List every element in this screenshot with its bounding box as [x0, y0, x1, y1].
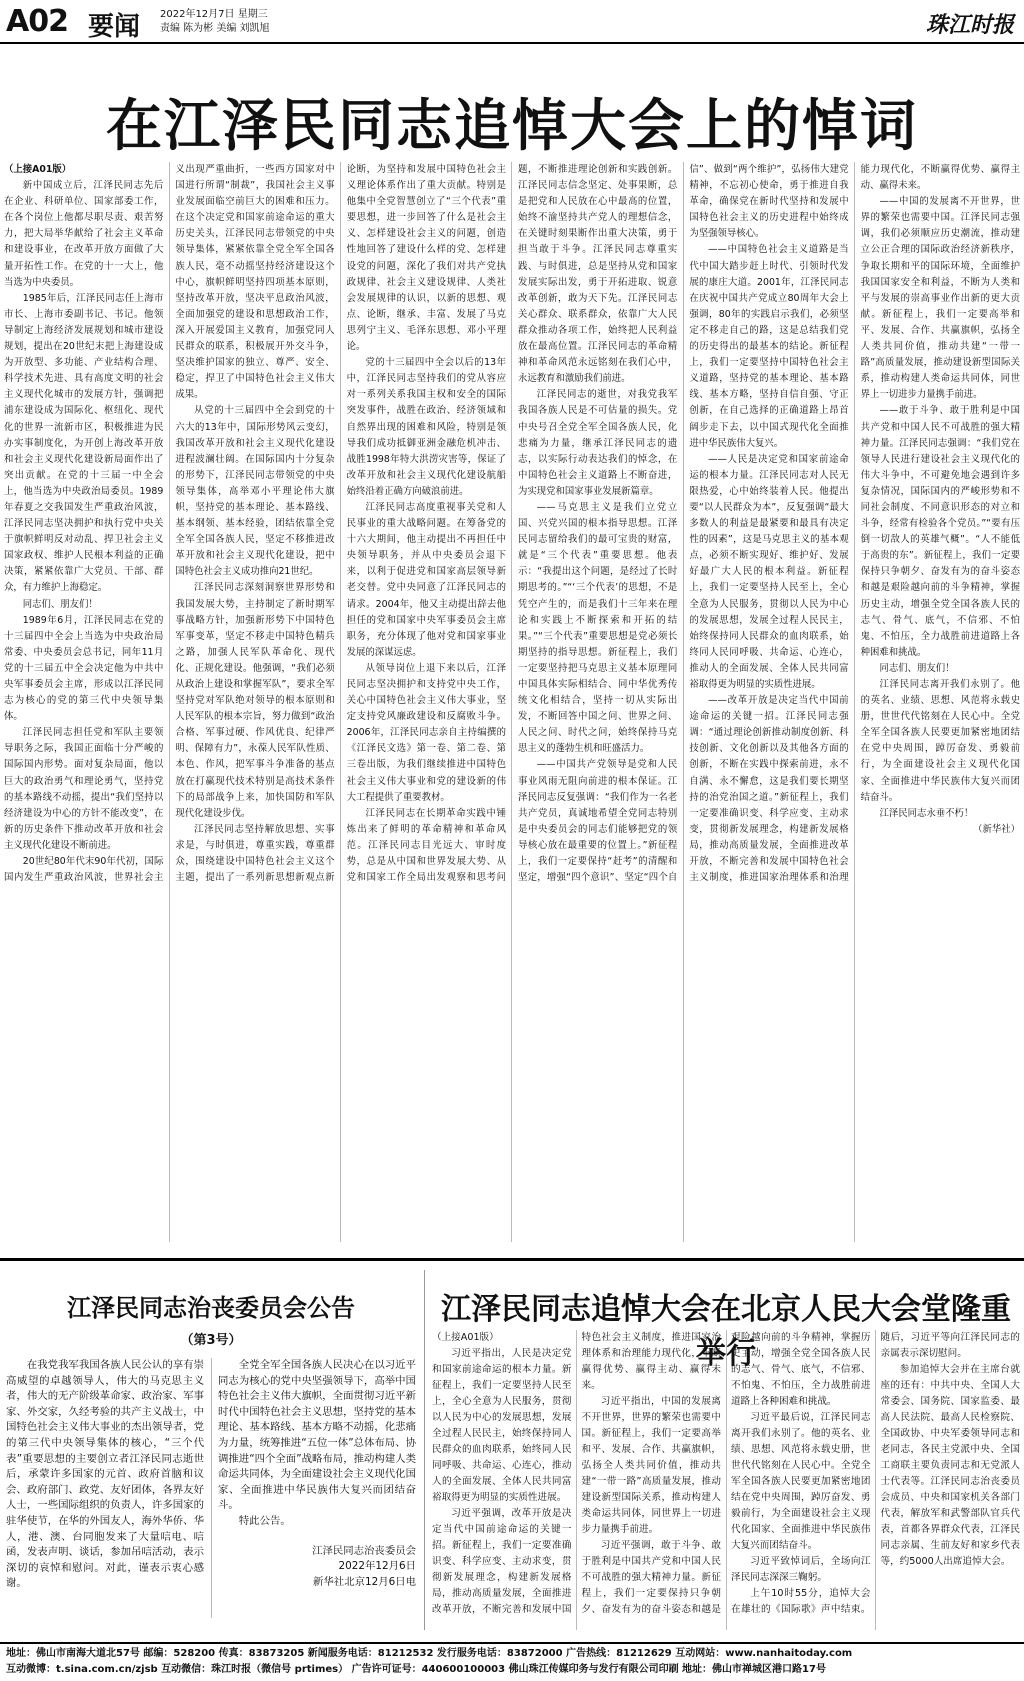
paragraph: ——中国共产党领导是党和人民事业风雨无阻向前进的根本保证。江泽民同志反复强调：“我们作为一名老共产党员，真诚地希望全党同志特别是中央委员会的同志们能够把党的领导核心放在最重要的位置上。”新征程上，我们一定要保持“赶考”的清醒和坚定，增强“四个意识”、坚定“四个自信”、做到“两个维护”，弘扬伟大建党精神，不忘初心使命，勇于推进自我革命，确保党在新时代坚持和发展中国特色社会主义的历史进程中始终成为坚强领导核心。 [517, 164, 849, 884]
paragraph: 同志们、朋友们！ [879, 662, 955, 674]
paragraph: 特此公告。 [238, 1514, 291, 1527]
paragraph: 江泽民同志在长期革命实践中锤炼出来了鲜明的革命精神和革命风范。江泽民同志目光远大、审时度势，总是从中国和世界发展大势、从党和国家工作全局出发观察和思考问题，不断推进理论创新和实践创新。江泽民同志信念坚定、处事果断，总是把党和人民放在心中最高的位置，始终不渝坚持共产党人的理想信念，在关键时刻果断作出重大决策，勇于担当敢于斗争。江泽民同志尊重实践、与时俱进，总是坚持从党和国家发展实际出发，勇于开拓进取、锐意改革创新，敢为天下先。江泽民同志关心群众、联系群众，依靠广大人民群众推动各项工作，始终把人民利益放在最高位置。江泽民同志的革命精神和革命风范永远铭刻在我们心中，永远教育和激励我们前进。 [346, 164, 678, 884]
section-divider [0, 1258, 1024, 1261]
paragraph: 上午10时55分，追悼大会在雄壮的《国际歌》声中结束。随后，习近平等向江泽民同志的亲属表示深切慰问。 [731, 1332, 1020, 1615]
section-name: 要闻 [88, 12, 141, 42]
notice-title: 江泽民同志治丧委员会公告 [67, 1293, 355, 1322]
paragraph: 江泽民同志永垂不朽！ [879, 807, 974, 819]
page-footer [6, 1646, 1018, 1678]
paragraph: ——人民是决定党和国家前途命运的根本力量。江泽民同志对人民无限热爱，心中始终装着人民。他提出要“以人民群众为本”，反复强调“最大多数人的利益是最紧要和最具有决定性的因素”，这是马克思主义的基本观点，必须不断实现好、维护好、发展好最广大人民的根本利益。新征程上，我们一定要坚持人民至上，全心全意为人民服务，贯彻以人民为中心的发展思想，发展全过程人民民主，始终保持同人民群众的血肉联系，始终同人民同呼吸、共命运、心连心，推动人的全面发展、全体人民共同富裕取得更为明显的实质性进展。 [689, 453, 849, 690]
editors-credit: 责编 陈为彬 美编 刘凯旭 [160, 23, 270, 34]
notice-sig-date: 2022年12月6日 [338, 1560, 416, 1573]
paper-logo: 珠江时报 [925, 12, 1014, 38]
paragraph: 习近平致悼词后，全场向江泽民同志深深三鞠躬。 [731, 1556, 871, 1583]
paragraph: 从领导岗位上退下来以后，江泽民同志坚决拥护和支持党中央工作，关心中国特色社会主义伟大事业，坚定支持党风廉政建设和反腐败斗争。2006年，江泽民同志亲自主持编撰的《江泽民文选》第一卷、第二卷、第三卷出版，为我们继续推进中国特色社会主义伟大事业和党的建设新的伟大工程提供了重要教材。 [346, 662, 506, 803]
rally-headline: 江泽民同志追悼大会在北京人民大会堂隆重举行 [441, 1292, 1011, 1371]
paragraph: 习近平强调，改革开放是决定当代中国前途命运的关键一招。新征程上，我们一定要准确识变、科学应变、主动求变，贯彻新发展理念，构建新发展格局，推动高质量发展，全面推进改革开放，不断完善和发展中国特色社会主义制度，推进国家治理体系和治理能力现代化，不断赢得优势、赢得主动、赢得未来。 [432, 1332, 721, 1615]
paragraph: ——马克思主义是我们立党立国、兴党兴国的根本指导思想。江泽民同志留给我们的最可宝贵的财富，就是“三个代表”重要思想。他表示：“我提出这个问题，是经过了长时期思考的。”“‘三个代表’的思想，不是凭空产生的，而是我们十三年来在理论和实践上不断探索和开拓的结果。”“三个代表”重要思想是党必须长期坚持的指导思想。新征程上，我们一定要坚持把马克思主义基本原理同中国具体实际相结合、同中华优秀传统文化相结合，坚持一切从实际出发，不断回答中国之问、世界之问、人民之问、时代之问，始终保持马克思主义的蓬勃生机和旺盛活力。 [517, 501, 678, 755]
paragraph: 20世纪80年代末90年代初，国际国内发生严重政治风波，世界社会主义出现严重曲折，一些西方国家对中国进行所谓“制裁”，我国社会主义事业发展面临空前巨大的困难和压力。在这个决定党和国家前途命运的重大历史关头，江泽民同志带领党的中央领导集体，紧紧依靠全党全军全国各族人民，毫不动摇坚持经济建设这个中心，旗帜鲜明坚持四项基本原则，坚持改革开放，坚决平息政治风波，全面加强党的建设和思想政治工作，深入开展爱国主义教育，加强党同人民群众的联系，积极展开外交斗争，坚决维护国家的独立、尊严、安全、稳定，捍卫了中国特色社会主义伟大成果。 [4, 164, 335, 884]
paragraph: 习近平指出，中国的发展离不开世界，世界的繁荣也需要中国。新征程上，我们一定要高举和平、发展、合作、共赢旗帜，弘扬全人类共同价值，推动共建“一带一路”高质量发展，推动建设新型国际关系，推动构建人类命运共同体，同世界上一切进步力量携手前进。 [581, 1396, 721, 1535]
eulogy-article [4, 162, 1020, 1242]
main-headline: 在江泽民同志追悼大会上的悼词 [106, 93, 918, 159]
paragraph: 从党的十三届四中全会到党的十六大的13年中，国际形势风云变幻，我国改革开放和社会主义现代化建设进程波澜壮阔。在国际国内十分复杂的形势下，江泽民同志带领党的中央领导集体，高举邓小平理论伟大旗帜，坚持党的基本理论、基本路线、基本纲领、基本经验，团结依靠全党全军全国各族人民，坚定不移推进改革开放和社会主义现代化建设，把中国特色社会主义成功推向21世纪。 [175, 405, 335, 578]
paragraph: 江泽民同志的逝世，对我党我军我国各族人民是不可估量的损失。党中央号召全党全军全国各族人民，化悲痛为力量，继承江泽民同志的遗志，以实际行动表达我们的悼念，在中国特色社会主义道路上不断奋进，为实现党和国家事业发展新篇章。 [517, 389, 678, 497]
issue-date: 2022年12月7日 星期三 [160, 9, 268, 20]
notice-number: （第3号） [180, 1333, 242, 1348]
notice-sig-source: 新华社北京12月6日电 [313, 1575, 416, 1588]
rally-article [432, 1330, 1020, 1630]
header-rule [0, 42, 1024, 44]
paragraph: ——中国的发展离不开世界，世界的繁荣也需要中国。江泽民同志强调，我们必须顺应历史潮流，推动建立公正合理的国际政治经济新秩序，争取长期和平的国际环境，全面维护我国国家安全和利益，不断为人类和平与发展的崇高事业作出新的更大贡献。新征程上，我们一定要高举和平、发展、合作、共赢旗帜，弘扬全人类共同价值，推动共建“一带一路”高质量发展，推动建设新型国际关系，推动构建人类命运共同体，同世界上一切进步力量携手前进。 [860, 196, 1020, 401]
paragraph: 新中国成立后，江泽民同志先后在企业、科研单位、国家部委工作，在各个岗位上他都尽职尽责、艰苦努力，把大局举华献给了社会主义革命和建设事业，在改革开放方面做了大量开拓性工作。在党的十一大上，他当选为中央委员。 [4, 180, 164, 288]
header-meta [160, 8, 270, 36]
paragraph: 江泽民同志离开我们永别了。他的英名、业绩、思想、风范将永载史册，世世代代铭刻在人民心中。全党全军全国各族人民要更加紧密地团结在党中央周围，踔厉奋发、勇毅前行，为全面建设社会主义现代化国家、全面推进中华民族伟大复兴而团结奋斗。 [860, 679, 1020, 803]
paragraph: 同志们、朋友们！ [22, 598, 98, 610]
continued-marker: （上接A01版） [4, 164, 72, 175]
footer-rule [0, 1642, 1024, 1644]
page-header [0, 0, 1024, 42]
paragraph: 习近平最后说，江泽民同志离开我们永别了。他的英名、业绩、思想、风范将永载史册，世世代代铭刻在人民心中。全党全军全国各族人民要更加紧密地团结在党中央周围，踔厉奋发、勇毅前行，为全面建设社会主义现代化国家、全面推进中华民族伟大复兴而团结奋斗。 [731, 1412, 871, 1551]
paragraph: 全党全军全国各族人民决心在以习近平同志为核心的党中央坚强领导下，高举中国特色社会主义伟大旗帜，全面贯彻习近平新时代中国特色社会主义思想，坚持党的基本理论、基本路线、基本方略不动摇，化悲痛为力量，统筹推进“五位一体”总体布局、协调推进“四个全面”战略布局，推动构建人类命运共同体，为全面建设社会主义现代化国家、全面推进中华民族伟大复兴而团结奋斗。 [218, 1359, 416, 1512]
column-divider [424, 1270, 425, 1630]
notice-signature: 江泽民同志治丧委员会 [312, 1544, 416, 1557]
notice-body [6, 1358, 416, 1618]
continued-marker: （上接A01版） [432, 1332, 499, 1343]
paragraph: 1985年后，江泽民同志任上海市市长、上海市委副书记、书记。他领导制定上海经济发展规划和城市建设规划，提出在20世纪末把上海建设成为开放型、多功能、产业结构合理、科学技术先进、具有高度文明的社会主义现代化城市的发展方针，强调把浦东建设成为国际化、枢纽化、现代化的世界一流新市区，积极推进为民办实事制度化，为开创上海改革开放和社会主义现代化建设新局面作出了突出贡献。在党的十三届一中全会上，他当选为中央政治局委员。1989年春夏之交我国发生严重政治风波，江泽民同志坚决拥护和执行党中央关于旗帜鲜明反对动乱、捍卫社会主义国家政权、维护人民根本利益的正确决策，紧紧依靠广大党员、干部、群众，有力维护上海稳定。 [4, 292, 164, 594]
paragraph: 1989年6月，江泽民同志在党的十三届四中全会上当选为中央政治局常委、中央委员会总书记，同年11月党的十三届五中全会决定他为中共中央军事委员会主席，形成以江泽民同志为核心的党的第三代中央领导集体。 [4, 614, 164, 723]
paragraph: 江泽民同志高度重视事关党和人民事业的重大战略问题。在筹备党的十六大期间，他主动提出不再担任中央领导职务，并从中央委员会退下来，以利于促进党和国家高层领导新老交替。党中央同意了江泽民同志的请求。2004年，他又主动提出辞去他担任的党和国家中央军事委员会主席职务，充分体现了他对党和国家事业发展的深谋远虑。 [346, 501, 506, 658]
paragraph: 参加追悼大会并在主席台就座的还有：中共中央、全国人大常委会、国务院、国家监委、最高人民法院、最高人民检察院、全国政协、中央军委领导同志和老同志，各民主党派中央、全国工商联主要负责同志和无党派人士代表等。江泽民同志治丧委员会成员、中央和国家机关各部门代表，解放军和武警部队官兵代表，首都各界群众代表，江泽民同志亲属、生前友好和家乡代表等，约5000人出席追悼大会。 [880, 1364, 1020, 1567]
paragraph: ——改革开放是决定当代中国前途命运的关键一招。江泽民同志强调：“通过理论创新推动制度创新、科技创新、文化创新以及其他各方面的创新，不断在实践中探索前进，永不自满、永不懈怠，这是我们要长期坚持的治党治国之道。”新征程上，我们一定要准确识变、科学应变、主动求变，贯彻新发展理念，构建新发展格局，推动高质量发展，全面推进改革开放，不断完善和发展中国特色社会主义制度，推进国家治理体系和治理能力现代化，不断赢得优势、赢得主动、赢得未来。 [689, 164, 1020, 884]
paragraph: 习近平强调，敢于斗争、敢于胜利是中国共产党和中国人民不可战胜的强大精神力量。新征程上，我们一定要保持只争朝夕、奋发有为的奋斗姿态和越是艰险越向前的斗争精神，掌握历史主动，增强全党全国各族人民的志气、骨气、底气，不信邪、不怕鬼、不怕压，全力战胜前进道路上各种困难和挑战。 [581, 1332, 871, 1615]
paragraph: 党的十三届四中全会以后的13年中，江泽民同志坚持我们的党从容应对一系列关系我国主权和安全的国际突发事件，战胜在政治、经济领域和自然界出现的困难和风险，特别是领导我们成功抵御亚洲金融危机冲击、战胜1998年特大洪涝灾害等，保证了改革开放和社会主义现代化建设航船始终沿着正确方向破浪前进。 [346, 357, 506, 497]
footer-publisher: 互动微博：t.sina.com.cn/zjsb 互动微信：珠江时报（微信号 prtimes） 广告许可证号：440600100003 佛山珠江传媒印务与发行有限公司印刷 地址：佛山市禅城区港口路17号 [6, 1664, 826, 1675]
footer-contact: 地址：佛山市南海大道北57号 邮编：528200 传真：83873205 新闻服务电话：81212532 发行服务电话：83872000 广告热线：81212629 互动网站：www.nanhaitoday.com [6, 1648, 853, 1659]
paragraph: 江泽民同志担任党和军队主要领导职务之际，我国正面临十分严峻的国际国内形势。面对复杂局面，他以巨大的政治勇气和理论勇气，坚持党的基本路线不动摇，提出“我们坚持以经济建设为中心的方针不能改变”，在新的历史条件下推动改革开放和社会主义现代化建设不断前进。 [4, 727, 164, 851]
source-credit: （新华社） [973, 823, 1020, 835]
page-number: A02 [6, 4, 68, 39]
funeral-committee-notice [6, 1288, 416, 1608]
paragraph: 在我党我军我国各族人民公认的享有崇高威望的卓越领导人，伟大的马克思主义者，伟大的无产阶级革命家、政治家、军事家、外交家，久经考验的共产主义战士，中国特色社会主义伟大事业的杰出领导者，党的第三代中央领导集体的核心，“三个代表”重要思想的主要创立者江泽民同志逝世后，承蒙许多国家的元首、政府首脑和议会、政府部门、政党、友好团体，各界友好人士，一些国际组织的负责人，许多国家的驻华使节，在华的外国友人，海外华侨、华人，港、澳、台同胞发来了大量唁电、唁函，发表声明、谈话，参加吊唁活动，表示深切的哀悼和慰问。对此，谨表示衷心感谢。 [6, 1359, 204, 1590]
paragraph: ——中国特色社会主义道路是当代中国大踏步赶上时代、引领时代发展的康庄大道。2001年，江泽民同志在庆祝中国共产党成立80周年大会上强调，80年的实践启示我们，必须坚定不移走自己的路，这是总结我们党的历史得出的最基本的结论。新征程上，我们一定要坚持中国特色社会主义道路，坚持党的基本理论、基本路线、基本方略，坚持自信自强、守正创新，在自己选择的正确道路上昂首阔步走下去，以中国式现代化全面推进中华民族伟大复兴。 [689, 244, 849, 449]
paragraph: 江泽民同志坚持解放思想、实事求是，与时俱进，尊重实践，尊重群众，围绕建设中国特色社会主义这个主题，提出了一系列新思想新观点新论断，为坚持和发展中国特色社会主义理论体系作出了重大贡献。特别是他集中全党智慧创立了“三个代表”重要思想，进一步回答了什么是社会主义、怎样建设社会主义的问题，创造性地回答了建设什么样的党、怎样建设党的问题，深化了我们对共产党执政规律、社会主义建设规律、人类社会发展规律的认识，以新的思想、观点、论断，继承、丰富、发展了马克思列宁主义、毛泽东思想、邓小平理论。 [175, 164, 506, 884]
paragraph: 习近平指出，人民是决定党和国家前途命运的根本力量。新征程上，我们一定要坚持人民至上，全心全意为人民服务，贯彻以人民为中心的发展思想，发展全过程人民民主，始终保持同人民群众的血肉联系，始终同人民同呼吸、共命运、心连心，推动人的全面发展、全体人民共同富裕取得更为明显的实质性进展。 [432, 1348, 572, 1503]
paragraph: ——敢于斗争、敢于胜利是中国共产党和中国人民不可战胜的强大精神力量。江泽民同志强调：“我们党在领导人民进行建设社会主义现代化的伟大斗争中，不可避免地会遇到许多复杂情况，国际国内的严峻形势和不同社会制度、不同意识形态的对立和斗争，经常有检验各个党员。”“要有压倒一切敌人的英雄气概”。“人不能低于高贵的东”。新征程上，我们一定要保持只争朝夕、奋发有为的奋斗姿态和越是艰险越向前的斗争精神，掌握历史主动，增强全党全国各族人民的志气、骨气、底气，不信邪、不怕鬼、不怕压，全力战胜前进道路上各种困难和挑战。 [860, 405, 1020, 658]
paragraph: 江泽民同志深刻洞察世界形势和我国发展大势，主持制定了新时期军事战略方针，加强新形势下中国特色军事变革，坚定不移走中国特色精兵之路，加强人民军队革命化、现代化、正规化建设。他强调，“我们必须从政治上建设和掌握军队”，要求全军坚持党对军队绝对领导的根本原则和人民军队的根本宗旨，努力做到“政治合格、军事过硬、作风优良、纪律严明、保障有力”，永葆人民军队性质、本色、作风，把军事斗争准备的基点放在打赢现代技术特别是高技术条件下的局部战争上来，加快国防和军队现代化建设步伐。 [175, 582, 335, 819]
